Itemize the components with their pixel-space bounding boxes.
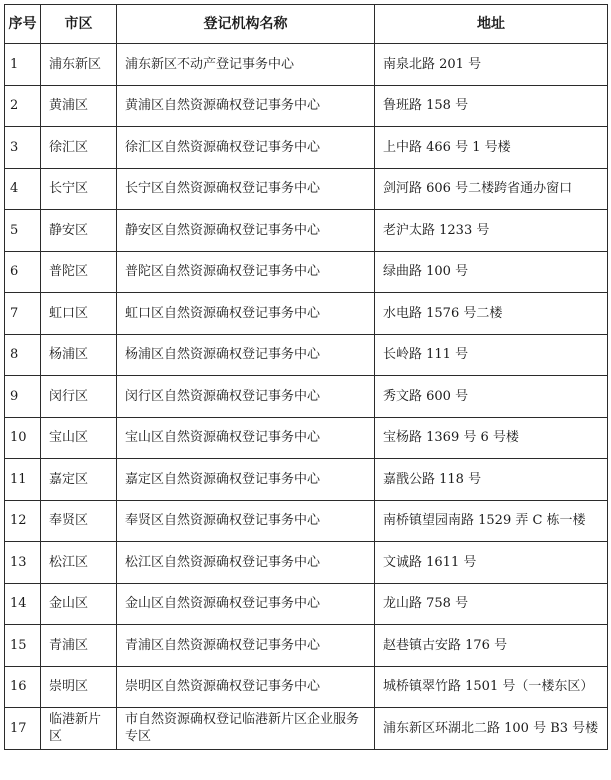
table-row [5,625,608,667]
cell-district: 宝山区 [41,417,117,459]
cell-district: 闵行区 [41,376,117,418]
table-row [5,666,608,708]
cell-seq: 16 [5,666,41,708]
table-row [5,500,608,542]
cell-district: 浦东新区 [41,44,117,86]
cell-district: 黄浦区 [41,85,117,127]
cell-district: 松江区 [41,542,117,584]
cell-org-name: 虹口区自然资源确权登记事务中心 [117,293,375,335]
cell-seq: 5 [5,210,41,252]
cell-address: 剑河路 606 号二楼跨省通办窗口 [375,168,608,210]
cell-seq: 15 [5,625,41,667]
table-row [5,459,608,501]
cell-address: 龙山路 758 号 [375,583,608,625]
cell-org-name: 黄浦区自然资源确权登记事务中心 [117,85,375,127]
cell-org-name: 宝山区自然资源确权登记事务中心 [117,417,375,459]
cell-address: 嘉戬公路 118 号 [375,459,608,501]
cell-address: 南桥镇望园南路 1529 弄 C 栋一楼 [375,500,608,542]
cell-org-name: 松江区自然资源确权登记事务中心 [117,542,375,584]
cell-district: 虹口区 [41,293,117,335]
cell-address: 浦东新区环湖北二路 100 号 B3 号楼 [375,708,608,750]
cell-org-name: 市自然资源确权登记临港新片区企业服务专区 [117,708,375,750]
table-row [5,210,608,252]
cell-district: 临港新片区 [41,708,117,750]
cell-seq: 12 [5,500,41,542]
table-row [5,127,608,169]
cell-district: 徐汇区 [41,127,117,169]
cell-seq: 9 [5,376,41,418]
cell-seq: 7 [5,293,41,335]
table-row [5,417,608,459]
cell-org-name: 普陀区自然资源确权登记事务中心 [117,251,375,293]
cell-seq: 1 [5,44,41,86]
header-org: 登记机构名称 [117,5,375,44]
registry-table [4,4,608,750]
cell-address: 宝杨路 1369 号 6 号楼 [375,417,608,459]
cell-address: 南泉北路 201 号 [375,44,608,86]
table-row [5,293,608,335]
registry-table-container [4,4,608,750]
header-seq: 序号 [5,5,41,44]
cell-seq: 17 [5,708,41,750]
table-row [5,168,608,210]
cell-seq: 6 [5,251,41,293]
table-row [5,376,608,418]
cell-seq: 10 [5,417,41,459]
cell-district: 嘉定区 [41,459,117,501]
cell-district: 奉贤区 [41,500,117,542]
cell-address: 老沪太路 1233 号 [375,210,608,252]
cell-org-name: 青浦区自然资源确权登记事务中心 [117,625,375,667]
cell-address: 上中路 466 号 1 号楼 [375,127,608,169]
cell-district: 普陀区 [41,251,117,293]
table-row [5,542,608,584]
cell-seq: 13 [5,542,41,584]
cell-address: 秀文路 600 号 [375,376,608,418]
cell-seq: 2 [5,85,41,127]
cell-district: 金山区 [41,583,117,625]
header-address: 地址 [375,5,608,44]
cell-org-name: 嘉定区自然资源确权登记事务中心 [117,459,375,501]
table-row [5,583,608,625]
cell-address: 长岭路 111 号 [375,334,608,376]
table-row [5,85,608,127]
table-header-row [5,5,608,44]
header-district: 市区 [41,5,117,44]
cell-org-name: 徐汇区自然资源确权登记事务中心 [117,127,375,169]
cell-address: 绿曲路 100 号 [375,251,608,293]
cell-org-name: 浦东新区不动产登记事务中心 [117,44,375,86]
cell-org-name: 静安区自然资源确权登记事务中心 [117,210,375,252]
table-row [5,334,608,376]
cell-org-name: 奉贤区自然资源确权登记事务中心 [117,500,375,542]
cell-org-name: 崇明区自然资源确权登记事务中心 [117,666,375,708]
cell-address: 赵巷镇古安路 176 号 [375,625,608,667]
cell-address: 水电路 1576 号二楼 [375,293,608,335]
table-row [5,708,608,750]
cell-org-name: 长宁区自然资源确权登记事务中心 [117,168,375,210]
cell-org-name: 金山区自然资源确权登记事务中心 [117,583,375,625]
cell-org-name: 闵行区自然资源确权登记事务中心 [117,376,375,418]
cell-seq: 14 [5,583,41,625]
cell-seq: 4 [5,168,41,210]
cell-district: 长宁区 [41,168,117,210]
cell-seq: 3 [5,127,41,169]
cell-seq: 11 [5,459,41,501]
cell-district: 青浦区 [41,625,117,667]
cell-address: 文诚路 1611 号 [375,542,608,584]
cell-district: 静安区 [41,210,117,252]
cell-seq: 8 [5,334,41,376]
cell-district: 崇明区 [41,666,117,708]
cell-address: 城桥镇翠竹路 1501 号（一楼东区） [375,666,608,708]
table-row [5,44,608,86]
cell-address: 鲁班路 158 号 [375,85,608,127]
cell-org-name: 杨浦区自然资源确权登记事务中心 [117,334,375,376]
table-row [5,251,608,293]
cell-district: 杨浦区 [41,334,117,376]
table-body [5,44,608,750]
